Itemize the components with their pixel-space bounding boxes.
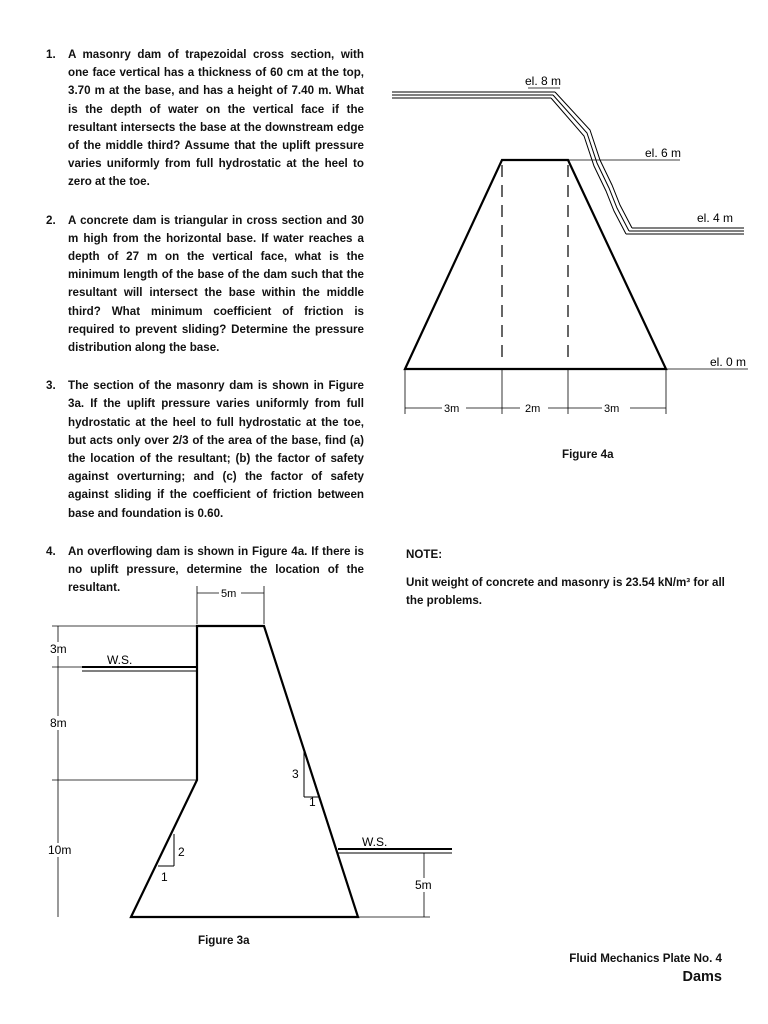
- figure-4a-diagram: [390, 70, 760, 430]
- overflow-dam-section: [405, 160, 666, 369]
- water-surface-label-right: W.S.: [362, 835, 388, 849]
- water-surface-label-left: W.S.: [107, 653, 133, 667]
- dimension-label-8m: 8m: [50, 716, 67, 730]
- problem-text: A concrete dam is triangular in cross section and 30 m high from the horizontal base. If water reaches a depth of 27 m on the vertical face, what is the minimum length of the base of the dam such that the resultant will intersect the base within the middle third? What minimum coefficient of friction is required to prevent sliding? Determine the pressure distribution along the base.: [68, 213, 364, 355]
- problem-1: [38, 46, 364, 192]
- problem-number: 1.: [46, 48, 56, 61]
- dimension-label-left: 3m: [444, 403, 460, 415]
- problem-3: [38, 377, 364, 523]
- note-title: NOTE:: [406, 548, 443, 561]
- dimension-label-5m: 5m: [415, 878, 432, 892]
- figure-3a-diagram: [40, 578, 460, 924]
- problem-list: [38, 46, 364, 617]
- problem-2: [38, 212, 364, 358]
- problem-text: The section of the masonry dam is shown in Figure 3a. If the uplift pressure varies uniformly from full hydrostatic at the heel to full hydrostatic at the toe, but acts only over 2/3 of the area of the base, find (a) the location of the resultant; (b) the factor of safety against overturning; and (c) the factor of safety against sliding if the coefficient of friction between base and foundation is 0.60.: [68, 379, 364, 520]
- plate-footer: [569, 952, 722, 985]
- sloped-ground-line: [551, 98, 626, 234]
- slope-run-label-right: 1: [309, 795, 316, 809]
- elevation-label-el8: el. 8 m: [525, 74, 562, 88]
- dimension-label-middle: 2m: [525, 403, 541, 415]
- problem-number: 2.: [46, 213, 56, 227]
- dimension-label-right: 3m: [604, 403, 620, 415]
- problem-text: A masonry dam of trapezoidal cross section, with one face vertical has a thickness of 60 cm at the top, 3.70 m at the base, and has a height of 7.40 m. What is the depth of water on the vertical face if the resultant intersects the base at the downstream edge of the middle third? Assume that the uplift pressure varies uniformly from full hydrostatic at the heel to zero at the toe.: [68, 48, 364, 189]
- figure-4a-caption: Figure 4a: [562, 448, 614, 461]
- slope-rise-label-left: 2: [178, 845, 185, 859]
- note-box: [406, 546, 736, 610]
- problem-number: 3.: [46, 379, 56, 393]
- slope-rise-label-right: 3: [292, 767, 299, 781]
- dimension-label-top: 5m: [221, 588, 237, 600]
- plate-subject: Dams: [682, 969, 722, 985]
- slope-run-label-left: 1: [161, 870, 168, 884]
- problem-text: An overflowing dam is shown in Figure 4a. If there is no uplift pressure, determine the location of the resultant.: [68, 544, 364, 595]
- plate-title: Fluid Mechanics Plate No. 4: [569, 952, 722, 965]
- problem-number: 4.: [46, 544, 56, 558]
- dimension-label-3m: 3m: [50, 642, 67, 656]
- note-text: Unit weight of concrete and masonry is 23.54 kN/m³ for all the problems.: [406, 576, 725, 607]
- elevation-label-el6: el. 6 m: [645, 146, 682, 160]
- dimension-label-10m: 10m: [48, 843, 72, 857]
- figure-3a-caption: Figure 3a: [198, 934, 250, 947]
- elevation-label-el0: el. 0 m: [710, 355, 747, 369]
- elevation-label-el4: el. 4 m: [697, 211, 734, 225]
